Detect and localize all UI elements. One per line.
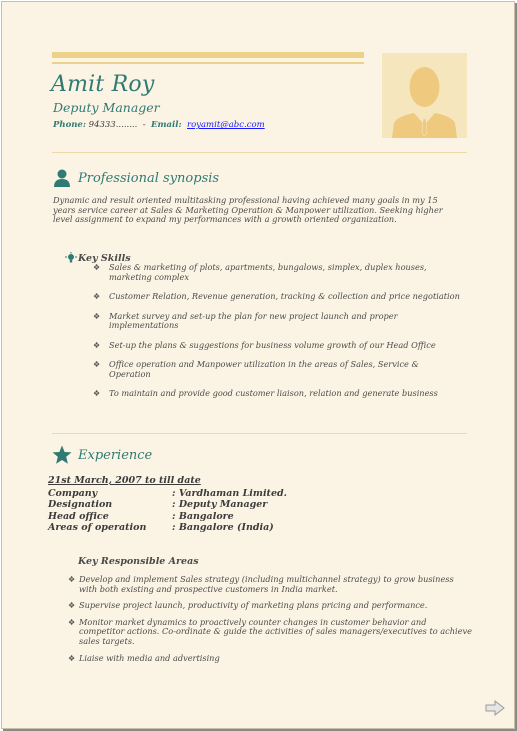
experience-heading bbox=[52, 445, 152, 465]
experience-field-label: Company bbox=[48, 488, 98, 499]
kra-item bbox=[68, 601, 473, 611]
diamond-bullet-icon: ❖ bbox=[68, 654, 76, 663]
skill-item bbox=[93, 341, 463, 351]
skill-text: Office operation and Manpower utilization in the areas of Sales, Service & Operation bbox=[109, 359, 419, 379]
next-page-arrow-icon[interactable] bbox=[485, 700, 505, 716]
avatar-silhouette-icon bbox=[382, 53, 467, 138]
profile-photo-placeholder bbox=[382, 53, 467, 138]
kra-text: Develop and implement Sales strategy (including multichannel strategy) to grow business with both existing and prospective customers in India market. bbox=[79, 574, 454, 594]
skill-text: Market survey and set-up the plan for new project launch and proper implementations bbox=[109, 310, 398, 330]
experience-field-value: : Bangalore (India) bbox=[172, 522, 274, 533]
email-label: Email: bbox=[151, 120, 182, 130]
header-bar-thin bbox=[52, 62, 364, 64]
section-divider bbox=[52, 152, 467, 153]
contact-separator: - bbox=[142, 120, 146, 130]
experience-field-label: Areas of operation bbox=[48, 522, 147, 533]
experience-field-row bbox=[48, 511, 234, 522]
experience-heading-label: Experience bbox=[78, 447, 153, 463]
kra-item bbox=[68, 654, 473, 664]
diamond-bullet-icon: ❖ bbox=[93, 263, 101, 272]
experience-field-label: Designation bbox=[48, 499, 113, 510]
skill-text: Set-up the plans & suggestions for business volume growth of our Head Office bbox=[109, 339, 436, 350]
kra-text: Liaise with media and advertising bbox=[79, 653, 220, 663]
experience-field-row bbox=[48, 488, 287, 499]
diamond-bullet-icon: ❖ bbox=[93, 292, 101, 301]
email-link[interactable]: royamit@abc.com bbox=[187, 120, 265, 130]
contact-line bbox=[53, 120, 265, 130]
person-icon bbox=[52, 168, 72, 188]
diamond-bullet-icon: ❖ bbox=[93, 311, 101, 321]
diamond-bullet-icon: ❖ bbox=[68, 575, 76, 584]
diamond-bullet-icon: ❖ bbox=[68, 617, 76, 627]
synopsis-heading bbox=[52, 168, 219, 188]
skill-item bbox=[93, 389, 463, 399]
skill-item bbox=[93, 292, 463, 302]
kra-heading: Key Responsible Areas bbox=[78, 556, 199, 567]
experience-field-row bbox=[48, 499, 268, 510]
key-skills-list bbox=[93, 263, 463, 399]
skill-item bbox=[93, 312, 463, 331]
phone-label: Phone: bbox=[53, 120, 86, 130]
kra-item bbox=[68, 575, 473, 594]
synopsis-paragraph: Dynamic and result oriented multitasking professional having achieved many goals in my 15 years service career at Sales & Marketing Operation & Manpower utilization. Seeking higher level assignment to expand my performances with a growth oriented organization. bbox=[53, 195, 443, 224]
kra-list bbox=[68, 575, 473, 664]
kra-item bbox=[68, 618, 473, 647]
key-skills-label: Key Skills bbox=[78, 252, 131, 264]
experience-field-value: : Deputy Manager bbox=[172, 499, 268, 510]
skill-text: Customer Relation, Revenue generation, tracking & collection and price negotiation bbox=[109, 291, 460, 301]
experience-field-label: Head office bbox=[48, 511, 109, 522]
resume-page bbox=[1, 1, 515, 729]
experience-field-value: : Bangalore bbox=[172, 511, 234, 522]
phone-value: 94333........ bbox=[88, 120, 138, 130]
candidate-name: Amit Roy bbox=[51, 72, 155, 97]
experience-date: 21st March, 2007 to till date bbox=[48, 475, 201, 486]
kra-text: Supervise project launch, productivity of marketing plans pricing and performance. bbox=[79, 600, 428, 610]
star-icon bbox=[52, 445, 72, 465]
skill-text: To maintain and provide good customer liaison, relation and generate business bbox=[109, 388, 438, 398]
experience-field-row bbox=[48, 522, 274, 533]
synopsis-heading-label: Professional synopsis bbox=[78, 170, 220, 186]
experience-field-value: : Vardhaman Limited. bbox=[172, 488, 287, 499]
section-divider bbox=[52, 433, 467, 434]
candidate-title: Deputy Manager bbox=[53, 100, 160, 115]
header-bar bbox=[52, 52, 364, 58]
skill-item bbox=[93, 360, 463, 379]
diamond-bullet-icon: ❖ bbox=[68, 601, 76, 610]
kra-text: Monitor market dynamics to proactively counter changes in customer behavior and competitor actions. Co-ordinate & guide the activities of sales managers/executives to achieve sales targets. bbox=[79, 616, 472, 646]
diamond-bullet-icon: ❖ bbox=[93, 389, 101, 398]
lightbulb-icon bbox=[64, 252, 78, 264]
diamond-bullet-icon: ❖ bbox=[93, 360, 101, 369]
diamond-bullet-icon: ❖ bbox=[93, 340, 101, 350]
skill-text: Sales & marketing of plots, apartments, bungalows, simplex, duplex houses, marketing complex bbox=[109, 262, 427, 282]
skill-item bbox=[93, 263, 463, 282]
